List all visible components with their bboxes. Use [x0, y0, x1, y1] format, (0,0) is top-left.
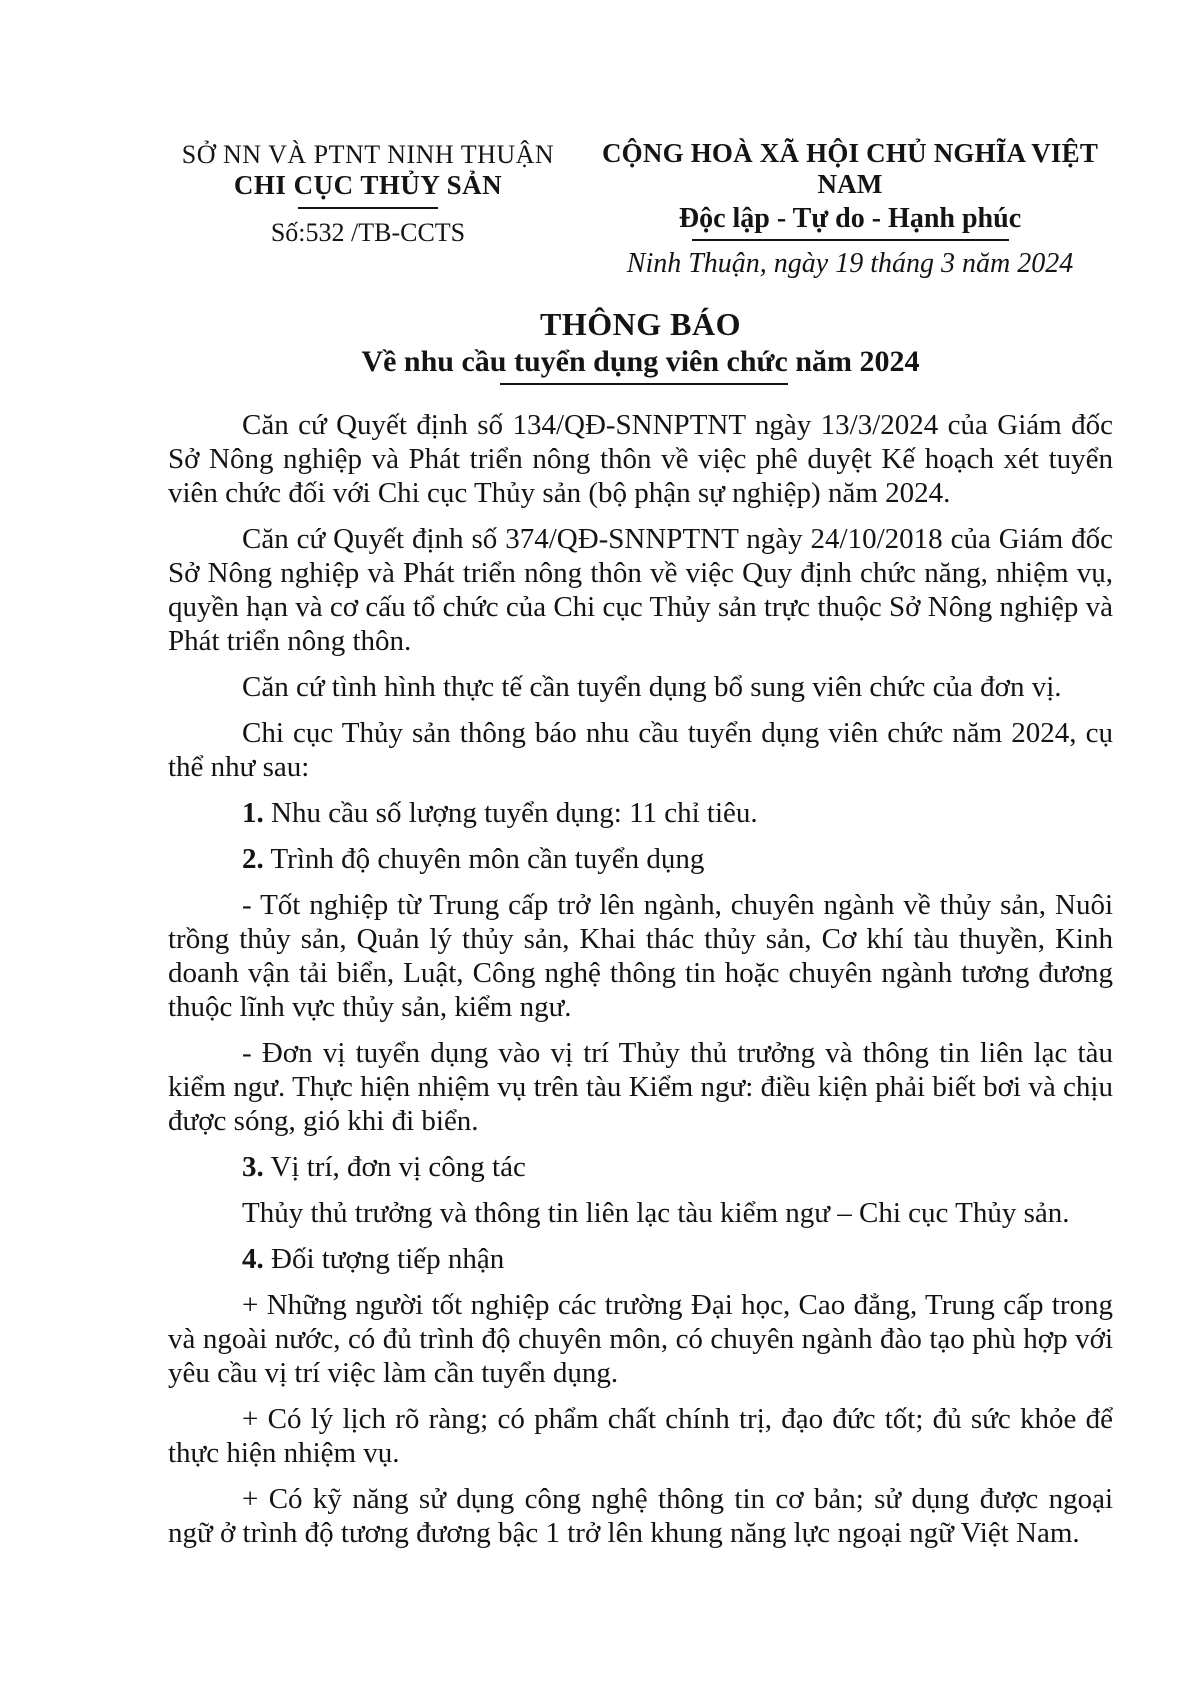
- title-block: [168, 306, 1113, 385]
- item-1-nhu-cau-so-luong: 1. Nhu cầu số lượng tuyển dụng: 11 chỉ tiêu.: [242, 797, 758, 829]
- paragraph-can-cu-134: Căn cứ Quyết định số 134/QĐ-SNNPTNT ngày 13/3/2024 của Giám đốc Sở Nông nghiệp và Phát triển nông thôn về việc phê duyệt Kế hoạch xét tuyển viên chức đối với Chi cục Thủy sản (bộ phận sự nghiệp) năm 2024.: [168, 409, 1113, 509]
- paragraph-ky-nang-cntt: + Có kỹ năng sử dụng công nghệ thông tin cơ bản; sử dụng được ngoại ngữ ở trình độ tương đương bậc 1 trở lên khung năng lực ngoại ngữ Việt Nam.: [168, 1483, 1113, 1549]
- paragraph-don-vi-tuyen-dung: - Đơn vị tuyển dụng vào vị trí Thủy thủ trưởng và thông tin liên lạc tàu kiểm ngư. Thực hiện nhiệm vụ trên tàu Kiểm ngư: điều kiện phải biết bơi và chịu được sóng, gió khi đi biển.: [168, 1037, 1113, 1137]
- document-title: THÔNG BÁO: [540, 306, 741, 342]
- paragraph-can-cu-374: Căn cứ Quyết định số 374/QĐ-SNNPTNT ngày 24/10/2018 của Giám đốc Sở Nông nghiệp và Phát triển nông thôn về việc Quy định chức năng, nhiệm vụ, quyền hạn và cơ cấu tổ chức của Chi cục Thủy sản trực thuộc Sở Nông nghiệp và Phát triển nông thôn.: [168, 523, 1114, 657]
- document-subtitle: Về nhu cầu tuyển dụng viên chức năm 2024: [361, 345, 920, 378]
- title-rule: [500, 383, 788, 385]
- item-number: 3.: [242, 1151, 264, 1183]
- paragraph-nhung-nguoi-tot-nghiep: + Những người tốt nghiệp các trường Đại học, Cao đẳng, Trung cấp trong và ngoài nước, có đủ trình độ chuyên môn, có chuyên ngành đào tạo phù hợp với yêu cầu vị trí việc làm cần tuyển dụng.: [168, 1289, 1113, 1389]
- issuing-agency-block: [168, 140, 568, 248]
- motto-rule: [692, 239, 1009, 241]
- paragraph-thong-bao-nhu-cau: Chi cục Thủy sản thông báo nhu cầu tuyển dụng viên chức năm 2024, cụ thể như sau:: [168, 717, 1113, 783]
- paragraph-thuy-thu-truong: Thủy thủ trưởng và thông tin liên lạc tàu kiểm ngư – Chi cục Thủy sản.: [242, 1197, 1070, 1229]
- item-2-trinh-do-chuyen-mon: 2. Trình độ chuyên môn cần tuyển dụng: [242, 843, 705, 875]
- country-name: CỘNG HOÀ XÃ HỘI CHỦ NGHĨA VIỆT NAM: [601, 138, 1099, 199]
- document-number: Số:532 /TB-CCTS: [270, 218, 466, 247]
- paragraph-can-cu-thuc-te: Căn cứ tình hình thực tế cần tuyển dụng bổ sung viên chức của đơn vị.: [242, 671, 1062, 703]
- place-and-date: Ninh Thuận, ngày 19 tháng 3 năm 2024: [626, 248, 1074, 279]
- national-motto-block: [600, 138, 1100, 280]
- paragraph-ly-lich: + Có lý lịch rõ ràng; có phẩm chất chính trị, đạo đức tốt; đủ sức khỏe để thực hiện nhiệm vụ.: [168, 1403, 1113, 1469]
- item-4-doi-tuong-tiep-nhan: 4. Đối tượng tiếp nhận: [242, 1243, 505, 1275]
- national-motto: Độc lập - Tự do - Hạnh phúc: [678, 203, 1022, 234]
- item-number: 4.: [242, 1243, 264, 1275]
- paragraph-tot-nghiep: - Tốt nghiệp từ Trung cấp trở lên ngành, chuyên ngành về thủy sản, Nuôi trồng thủy sản, Quản lý thủy sản, Khai thác thủy sản, Cơ khí tàu thuyền, Kinh doanh vận tải biển, Luật, Công nghệ thông tin hoặc chuyên ngành tương đương thuộc lĩnh vực thủy sản, kiểm ngư.: [168, 889, 1113, 1023]
- document-body: [168, 408, 1113, 1562]
- parent-org-name: SỞ NN VÀ PTNT NINH THUẬN: [181, 140, 555, 169]
- item-3-vi-tri-cong-tac: 3. Vị trí, đơn vị công tác: [242, 1151, 526, 1183]
- item-number: 1.: [242, 797, 264, 829]
- org-name-rule: [298, 207, 438, 209]
- item-number: 2.: [242, 843, 264, 875]
- org-name: CHI CỤC THỦY SẢN: [233, 170, 503, 200]
